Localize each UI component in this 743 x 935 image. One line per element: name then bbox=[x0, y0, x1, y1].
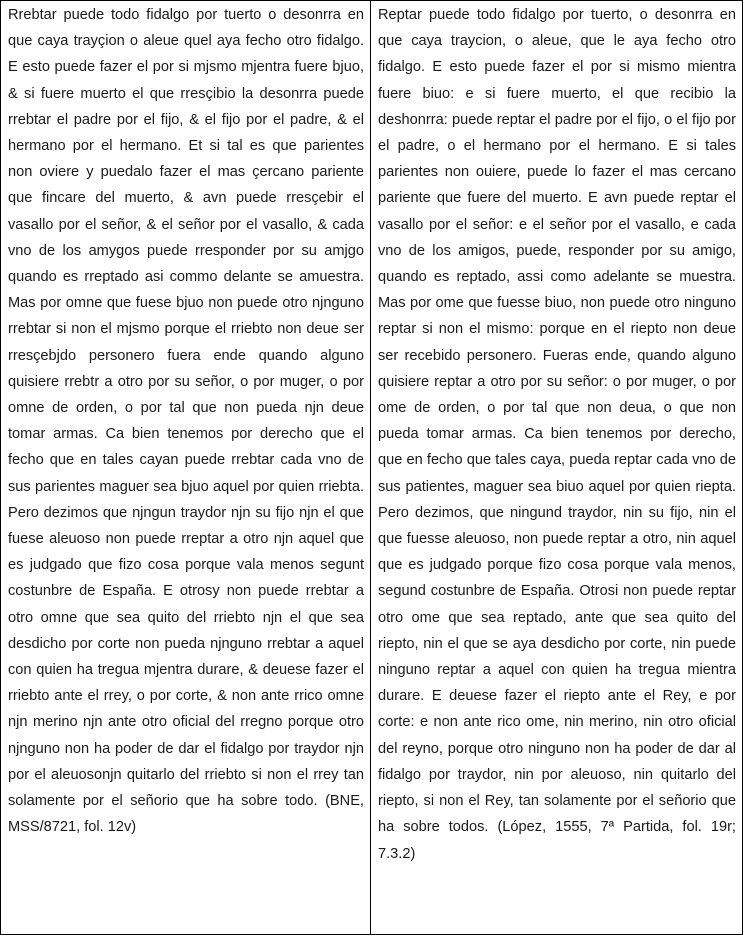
manuscript-text: Rrebtar puede todo fidalgo por tuerto o desonrra en que caya trayçion o aleue quel aya fecho otro fidalgo. E esto puede fazer el por si mjsmo mjentra fuere bjuo, & si fuere muerto el que rresçibio la desonrra puede rrebtar el padre por el fijo, & el fijo por el padre, & el hermano por el hermano. Et si tal es que parientes non oviere y puedalo fazer el mas çercano pariente que fincare del muerto, & avn puede rresçebir el vasallo por el señor, & el señor por el vasallo, & cada vno de los amygos puede rresponder por su amjgo quando es rreptado asi commo delante se amuestra. Mas por omne que fuese bjuo non puede otro njnguno rrebtar si non el mjsmo porque el rriebto non deue ser rresçebjdo personero fuera ende quando alguno quisiere rrebtr a otro por su señor, o por muger, o por omne de orden, o por tal que non pueda njn deue tomar armas. Ca bien tenemos por derecho que el fecho que en tales cayan puede rrebtar cada vno de sus parientes maguer sea bjuo aquel por quien rriebta. Pero dezimos que njngun traydor njn su fijo njn el que fuese aleuoso non puede rreptar a otro njn aquel que es judgado que fizo cosa porque vala menos segunt costunbre de España. E otrosy non puede rrebtar a otro omne que sea quito del rriebto njn el que sea desdicho por corte non pueda njnguno rrebtar a aquel con quien ha tregua mjentra durare, & deuese fazer el rriebto ante el rrey, o por corte, & non ante rrico omne njn merino njn ante otro oficial del rregno porque otro njnguno non ha poder de dar el fidalgo por traydor njn por el aleuosonjn quitarlo del rriebto si non el rrey tan solamente por el señorio que ha sobre todo. (BNE, MSS/8721, fol. 12v) bbox=[8, 7, 364, 836]
printed-edition-text: Reptar puede todo fidalgo por tuerto, o desonrra en que caya traycion, o aleue, que le aya fecho otro fidalgo. E esto puede fazer el por si mismo mientra fuere biuo: e si fuere muerto, el que recibio la deshonrra: puede reptar el padre por el fijo, o el fijo por el padre, o el hermano por el hermano. E si tales parientes non ouiere, puede lo fazer el mas cercano pariente que fuere del muerto. E avn puede reptar el vasallo por el señor: e el señor por el vasallo, e cada vno de los amigos, puede, responder por su amigo, quando es reptado, assi como adelante se muestra. Mas por ome que fuesse biuo, non puede otro ninguno reptar si non el mismo: porque en el riepto non deue ser recebido personero. Fueras ende, quando alguno quisiere reptar a otro por su señor: o por muger, o por ome de orden, o por tal que non deua, o que non pueda tomar armas. Ca bien tenemos por derecho, que en fecho que tales caya, pueda reptar cada vno de sus patientes, maguer sea biuo aquel por quien riepta. Pero dezimos, que ningund traydor, nin su fijo, nin el que fuesse aleuoso, non puede reptar a otro, nin aquel que es judgado porque fizo cosa porque vala menos, segund costunbre de España. Otrosi non puede reptar otro ome que sea reptado, ante que sea quito del riepto, nin el que se aya desdicho por corte, nin puede ninguno reptar a aquel con quien ha tregua mientra durare. E deuese fazer el riepto ante el Rey, e por corte: e non ante rico ome, nin merino, nin otro oficial del reyno, porque otro ninguno non ha poder de dar al fidalgo por traydor, nin por aleuoso, nin quitarlo del riepto, si non el Rey, tan solamente por el señorio que ha sobre todos. (López, 1555, 7ª Partida, fol. 19r; 7.3.2) bbox=[378, 7, 736, 862]
manuscript-text-cell bbox=[1, 1, 371, 934]
printed-edition-text-cell bbox=[371, 1, 742, 934]
